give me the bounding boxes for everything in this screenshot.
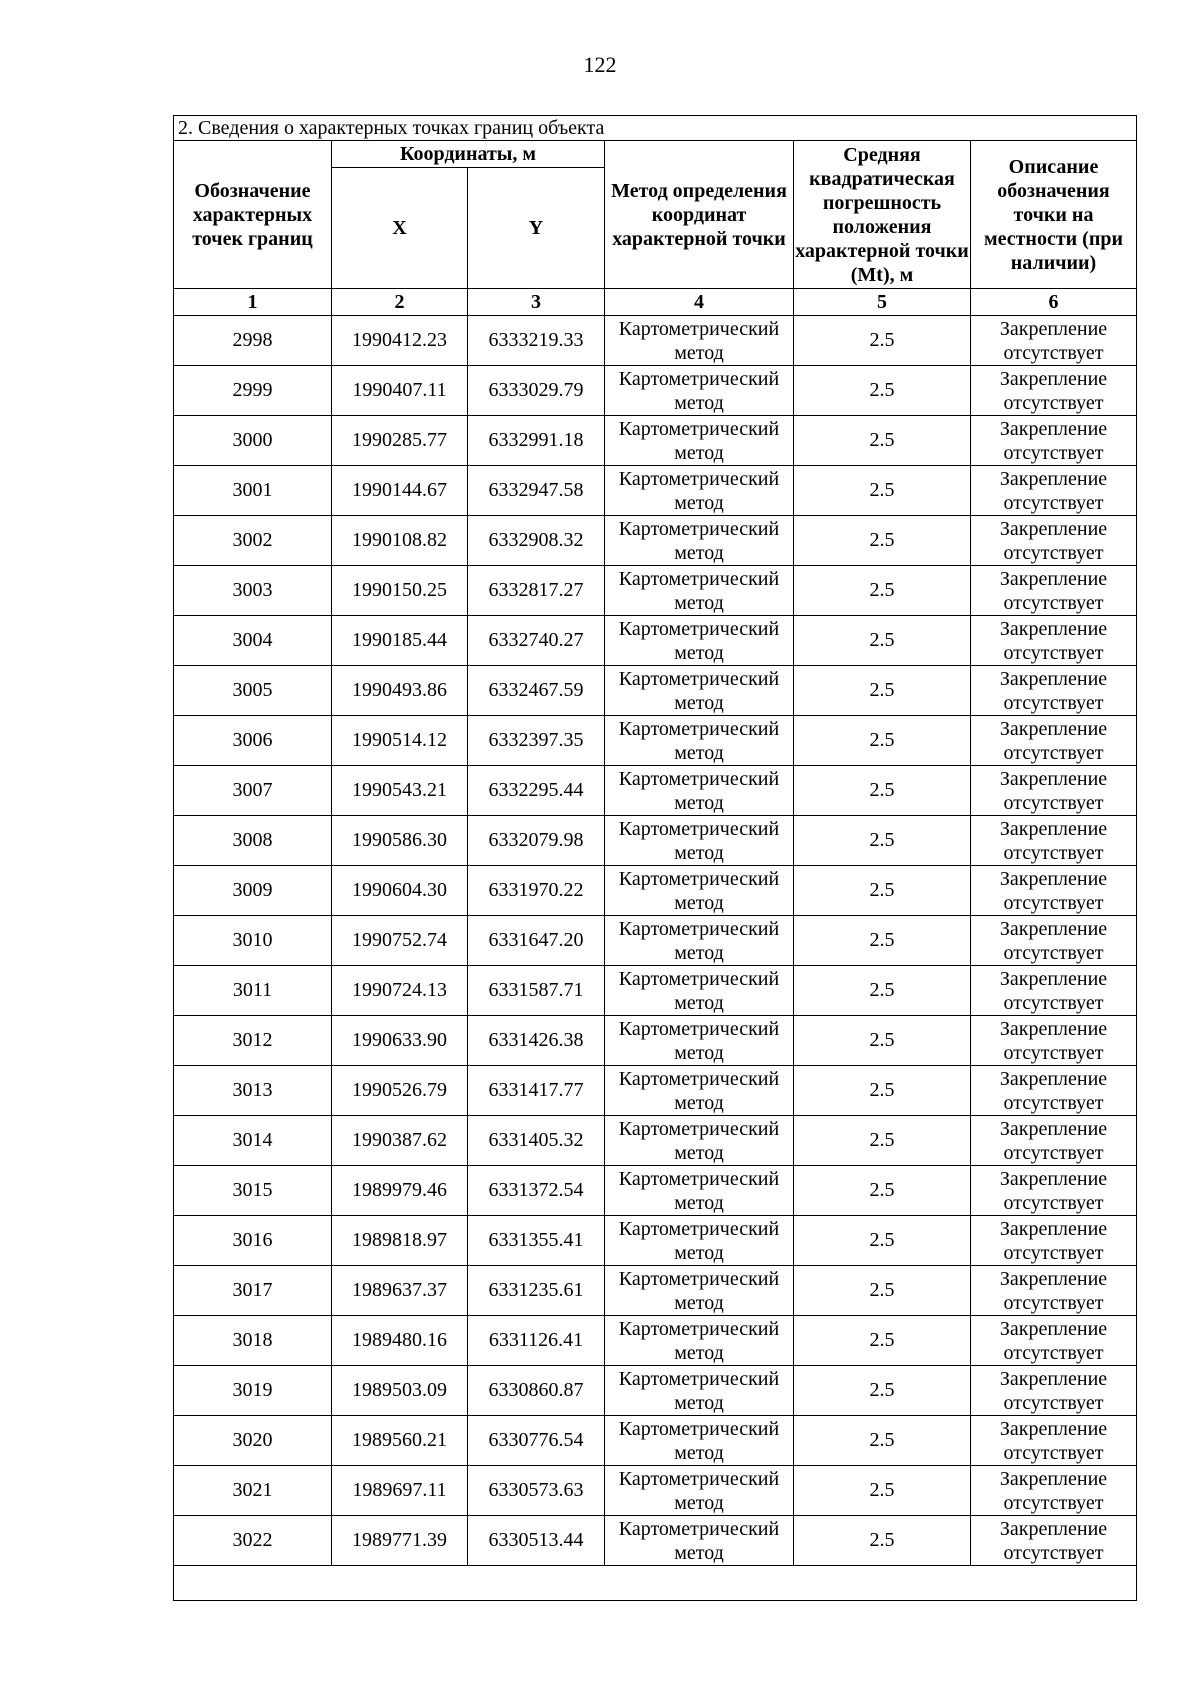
point-cell: 3005 [174, 666, 332, 716]
description-cell [971, 716, 1137, 766]
method-line: метод [674, 541, 724, 564]
y-cell: 6331417.77 [468, 1066, 605, 1116]
y-cell: 6331355.41 [468, 1216, 605, 1266]
description-line: отсутствует [1003, 341, 1104, 364]
description-cell [971, 866, 1137, 916]
table-row [174, 1366, 1137, 1416]
description-line: Закрепление [999, 1267, 1108, 1290]
method-cell [605, 1266, 794, 1316]
method-cell [605, 866, 794, 916]
description-line: Закрепление [999, 617, 1108, 640]
method-cell [605, 366, 794, 416]
description-cell [971, 816, 1137, 866]
error-cell: 2.5 [794, 866, 971, 916]
table-row [174, 1066, 1137, 1116]
method-cell [605, 1016, 794, 1066]
description-line: Закрепление [999, 667, 1108, 690]
method-cell [605, 1366, 794, 1416]
description-line: отсутствует [1003, 691, 1104, 714]
boundary-points-table [173, 115, 1137, 1601]
method-line: метод [674, 1191, 724, 1214]
header-coords: Координаты, м [332, 141, 605, 168]
method-cell [605, 1316, 794, 1366]
method-line: Картометрический [618, 617, 780, 640]
point-cell: 3011 [174, 966, 332, 1016]
x-cell: 1990185.44 [332, 616, 468, 666]
method-line: метод [674, 1541, 724, 1564]
y-cell: 6330513.44 [468, 1516, 605, 1566]
x-cell: 1990412.23 [332, 316, 468, 366]
x-cell: 1990108.82 [332, 516, 468, 566]
description-cell [971, 1266, 1137, 1316]
y-cell: 6332947.58 [468, 466, 605, 516]
description-line: Закрепление [999, 917, 1108, 940]
description-line: Закрепление [999, 1317, 1108, 1340]
method-line: метод [674, 1241, 724, 1264]
x-cell: 1989503.09 [332, 1366, 468, 1416]
point-cell: 3014 [174, 1116, 332, 1166]
point-cell: 3009 [174, 866, 332, 916]
description-cell [971, 316, 1137, 366]
table-row [174, 316, 1137, 366]
point-cell: 3015 [174, 1166, 332, 1216]
y-cell: 6330573.63 [468, 1466, 605, 1516]
error-cell: 2.5 [794, 1066, 971, 1116]
description-line: отсутствует [1003, 991, 1104, 1014]
point-cell: 3006 [174, 716, 332, 766]
description-line: отсутствует [1003, 1491, 1104, 1514]
description-cell [971, 1116, 1137, 1166]
error-cell: 2.5 [794, 616, 971, 666]
blank-cell [174, 1566, 1137, 1601]
method-line: метод [674, 1091, 724, 1114]
method-cell [605, 616, 794, 666]
method-line: метод [674, 491, 724, 514]
error-cell: 2.5 [794, 1516, 971, 1566]
error-cell: 2.5 [794, 416, 971, 466]
description-line: Закрепление [999, 717, 1108, 740]
method-cell [605, 766, 794, 816]
method-line: Картометрический [618, 567, 780, 590]
table-row [174, 1116, 1137, 1166]
page-number: 122 [583, 52, 617, 77]
method-line: Картометрический [618, 667, 780, 690]
header-method: Метод определения координат характерной точки [605, 141, 794, 289]
x-cell: 1989637.37 [332, 1266, 468, 1316]
description-line: отсутствует [1003, 541, 1104, 564]
method-line: метод [674, 641, 724, 664]
y-cell: 6331235.61 [468, 1266, 605, 1316]
y-cell: 6333219.33 [468, 316, 605, 366]
error-cell: 2.5 [794, 1166, 971, 1216]
description-line: Закрепление [999, 517, 1108, 540]
method-cell [605, 416, 794, 466]
y-cell: 6330860.87 [468, 1366, 605, 1416]
method-line: Картометрический [618, 1467, 780, 1490]
description-line: отсутствует [1003, 1141, 1104, 1164]
description-line: Закрепление [999, 1367, 1108, 1390]
description-line: отсутствует [1003, 641, 1104, 664]
method-cell [605, 1416, 794, 1466]
method-line: Картометрический [618, 817, 780, 840]
y-cell: 6332817.27 [468, 566, 605, 616]
description-cell [971, 966, 1137, 1016]
x-cell: 1990407.11 [332, 366, 468, 416]
description-cell [971, 466, 1137, 516]
error-cell: 2.5 [794, 516, 971, 566]
method-cell [605, 1516, 794, 1566]
y-cell: 6333029.79 [468, 366, 605, 416]
method-line: Картометрический [618, 1367, 780, 1390]
description-line: Закрепление [999, 1117, 1108, 1140]
y-cell: 6331970.22 [468, 866, 605, 916]
method-cell [605, 1216, 794, 1266]
method-cell [605, 466, 794, 516]
description-line: отсутствует [1003, 941, 1104, 964]
column-number: 2 [332, 289, 468, 316]
table-row [174, 866, 1137, 916]
y-cell: 6331426.38 [468, 1016, 605, 1066]
method-line: метод [674, 341, 724, 364]
y-cell: 6330776.54 [468, 1416, 605, 1466]
description-line: отсутствует [1003, 741, 1104, 764]
table-row [174, 1316, 1137, 1366]
point-cell: 3008 [174, 816, 332, 866]
method-line: Картометрический [618, 1067, 780, 1090]
header-point: Обозначение характерных точек границ [174, 141, 332, 289]
x-cell: 1990586.30 [332, 816, 468, 866]
y-cell: 6331587.71 [468, 966, 605, 1016]
table-row [174, 766, 1137, 816]
point-cell: 3000 [174, 416, 332, 466]
y-cell: 6332295.44 [468, 766, 605, 816]
method-line: Картометрический [618, 1117, 780, 1140]
header-error: Средняя квадратическая погрешность положения характерной точки (Mt), м [794, 141, 971, 289]
x-cell: 1990285.77 [332, 416, 468, 466]
description-cell [971, 616, 1137, 666]
description-line: Закрепление [999, 1417, 1108, 1440]
table-row [174, 1516, 1137, 1566]
method-line: Картометрический [618, 1017, 780, 1040]
method-line: Картометрический [618, 867, 780, 890]
method-cell [605, 1066, 794, 1116]
x-cell: 1989979.46 [332, 1166, 468, 1216]
point-cell: 3010 [174, 916, 332, 966]
method-line: Картометрический [618, 367, 780, 390]
table-row [174, 566, 1137, 616]
error-cell: 2.5 [794, 1116, 971, 1166]
column-number: 3 [468, 289, 605, 316]
y-cell: 6332991.18 [468, 416, 605, 466]
method-line: Картометрический [618, 917, 780, 940]
x-cell: 1990493.86 [332, 666, 468, 716]
point-cell: 2999 [174, 366, 332, 416]
method-line: метод [674, 991, 724, 1014]
table-row [174, 966, 1137, 1016]
point-cell: 3019 [174, 1366, 332, 1416]
column-number: 1 [174, 289, 332, 316]
point-cell: 3013 [174, 1066, 332, 1116]
error-cell: 2.5 [794, 366, 971, 416]
table-row [174, 1416, 1137, 1466]
description-line: отсутствует [1003, 1041, 1104, 1064]
description-line: отсутствует [1003, 591, 1104, 614]
error-cell: 2.5 [794, 766, 971, 816]
point-cell: 3001 [174, 466, 332, 516]
x-cell: 1990144.67 [332, 466, 468, 516]
description-line: отсутствует [1003, 1291, 1104, 1314]
method-line: метод [674, 941, 724, 964]
error-cell: 2.5 [794, 566, 971, 616]
description-line: Закрепление [999, 1517, 1108, 1540]
method-line: метод [674, 1391, 724, 1414]
y-cell: 6332740.27 [468, 616, 605, 666]
method-line: Картометрический [618, 967, 780, 990]
point-cell: 3017 [174, 1266, 332, 1316]
table-row [174, 466, 1137, 516]
description-cell [971, 1366, 1137, 1416]
description-cell [971, 1066, 1137, 1116]
table-row [174, 1216, 1137, 1266]
x-cell: 1990633.90 [332, 1016, 468, 1066]
table-row [174, 1266, 1137, 1316]
description-cell [971, 1316, 1137, 1366]
description-line: Закрепление [999, 417, 1108, 440]
x-cell: 1990724.13 [332, 966, 468, 1016]
method-line: метод [674, 791, 724, 814]
method-cell [605, 816, 794, 866]
x-cell: 1990387.62 [332, 1116, 468, 1166]
table-row [174, 416, 1137, 466]
description-cell [971, 1016, 1137, 1066]
y-cell: 6331126.41 [468, 1316, 605, 1366]
method-cell [605, 1166, 794, 1216]
point-cell: 3002 [174, 516, 332, 566]
x-cell: 1990752.74 [332, 916, 468, 966]
method-line: Картометрический [618, 1417, 780, 1440]
description-line: отсутствует [1003, 1441, 1104, 1464]
x-cell: 1990526.79 [332, 1066, 468, 1116]
description-line: отсутствует [1003, 391, 1104, 414]
description-cell [971, 1416, 1137, 1466]
description-line: Закрепление [999, 1067, 1108, 1090]
method-line: метод [674, 741, 724, 764]
description-line: Закрепление [999, 317, 1108, 340]
error-cell: 2.5 [794, 1466, 971, 1516]
y-cell: 6332908.32 [468, 516, 605, 566]
table-row [174, 816, 1137, 866]
description-cell [971, 766, 1137, 816]
table-row [174, 516, 1137, 566]
method-line: метод [674, 1141, 724, 1164]
description-line: Закрепление [999, 767, 1108, 790]
header-description: Описание обозначения точки на местности (при наличии) [971, 141, 1137, 289]
point-cell: 3018 [174, 1316, 332, 1366]
method-line: метод [674, 1041, 724, 1064]
method-cell [605, 316, 794, 366]
point-cell: 2998 [174, 316, 332, 366]
method-line: метод [674, 441, 724, 464]
x-cell: 1990514.12 [332, 716, 468, 766]
x-cell: 1990150.25 [332, 566, 468, 616]
description-line: отсутствует [1003, 1391, 1104, 1414]
description-line: отсутствует [1003, 491, 1104, 514]
description-line: отсутствует [1003, 1091, 1104, 1114]
method-cell [605, 1466, 794, 1516]
y-cell: 6332467.59 [468, 666, 605, 716]
method-line: метод [674, 891, 724, 914]
header-y: Y [468, 168, 605, 289]
table-row [174, 366, 1137, 416]
point-cell: 3007 [174, 766, 332, 816]
error-cell: 2.5 [794, 916, 971, 966]
point-cell: 3003 [174, 566, 332, 616]
x-cell: 1989697.11 [332, 1466, 468, 1516]
y-cell: 6332079.98 [468, 816, 605, 866]
description-line: Закрепление [999, 867, 1108, 890]
description-line: Закрепление [999, 1017, 1108, 1040]
method-cell [605, 516, 794, 566]
error-cell: 2.5 [794, 466, 971, 516]
description-line: Закрепление [999, 367, 1108, 390]
y-cell: 6332397.35 [468, 716, 605, 766]
point-cell: 3012 [174, 1016, 332, 1066]
method-line: Картометрический [618, 417, 780, 440]
method-cell [605, 666, 794, 716]
method-cell [605, 1116, 794, 1166]
point-cell: 3021 [174, 1466, 332, 1516]
method-line: Картометрический [618, 1167, 780, 1190]
description-cell [971, 366, 1137, 416]
description-cell [971, 666, 1137, 716]
description-line: отсутствует [1003, 1541, 1104, 1564]
x-cell: 1989560.21 [332, 1416, 468, 1466]
x-cell: 1990604.30 [332, 866, 468, 916]
method-cell [605, 916, 794, 966]
table-title: 2. Сведения о характерных точках границ объекта [174, 116, 1137, 141]
error-cell: 2.5 [794, 316, 971, 366]
y-cell: 6331372.54 [468, 1166, 605, 1216]
y-cell: 6331405.32 [468, 1116, 605, 1166]
description-cell [971, 1466, 1137, 1516]
point-cell: 3022 [174, 1516, 332, 1566]
x-cell: 1990543.21 [332, 766, 468, 816]
point-cell: 3020 [174, 1416, 332, 1466]
error-cell: 2.5 [794, 666, 971, 716]
method-line: Картометрический [618, 317, 780, 340]
method-line: Картометрический [618, 717, 780, 740]
method-line: метод [674, 591, 724, 614]
error-cell: 2.5 [794, 1416, 971, 1466]
table-row [174, 916, 1137, 966]
method-cell [605, 566, 794, 616]
header-x: X [332, 168, 468, 289]
description-line: Закрепление [999, 817, 1108, 840]
method-line: Картометрический [618, 1317, 780, 1340]
blank-row [174, 1566, 1137, 1601]
description-line: Закрепление [999, 567, 1108, 590]
description-line: отсутствует [1003, 1241, 1104, 1264]
description-cell [971, 416, 1137, 466]
description-cell [971, 566, 1137, 616]
description-line: Закрепление [999, 467, 1108, 490]
method-line: метод [674, 1341, 724, 1364]
method-line: Картометрический [618, 1217, 780, 1240]
method-line: Картометрический [618, 1267, 780, 1290]
method-cell [605, 966, 794, 1016]
description-line: отсутствует [1003, 441, 1104, 464]
description-line: Закрепление [999, 1217, 1108, 1240]
error-cell: 2.5 [794, 1366, 971, 1416]
method-line: Картометрический [618, 517, 780, 540]
error-cell: 2.5 [794, 716, 971, 766]
method-line: Картометрический [618, 1517, 780, 1540]
method-line: метод [674, 1441, 724, 1464]
point-cell: 3004 [174, 616, 332, 666]
column-number-row [174, 289, 1137, 316]
error-cell: 2.5 [794, 1266, 971, 1316]
x-cell: 1989480.16 [332, 1316, 468, 1366]
error-cell: 2.5 [794, 1216, 971, 1266]
column-number: 6 [971, 289, 1137, 316]
table-row [174, 1166, 1137, 1216]
table-row [174, 616, 1137, 666]
description-cell [971, 1516, 1137, 1566]
method-line: Картометрический [618, 767, 780, 790]
error-cell: 2.5 [794, 1016, 971, 1066]
description-line: отсутствует [1003, 791, 1104, 814]
y-cell: 6331647.20 [468, 916, 605, 966]
description-cell [971, 1166, 1137, 1216]
method-line: метод [674, 1291, 724, 1314]
method-line: метод [674, 691, 724, 714]
table-row [174, 1016, 1137, 1066]
x-cell: 1989771.39 [332, 1516, 468, 1566]
error-cell: 2.5 [794, 966, 971, 1016]
table-row [174, 716, 1137, 766]
error-cell: 2.5 [794, 1316, 971, 1366]
description-cell [971, 916, 1137, 966]
method-line: метод [674, 841, 724, 864]
description-line: отсутствует [1003, 1341, 1104, 1364]
table-row [174, 666, 1137, 716]
description-cell [971, 516, 1137, 566]
column-number: 5 [794, 289, 971, 316]
method-line: метод [674, 391, 724, 414]
x-cell: 1989818.97 [332, 1216, 468, 1266]
point-cell: 3016 [174, 1216, 332, 1266]
description-line: отсутствует [1003, 891, 1104, 914]
method-line: метод [674, 1491, 724, 1514]
description-line: отсутствует [1003, 841, 1104, 864]
table-row [174, 1466, 1137, 1516]
description-line: Закрепление [999, 1467, 1108, 1490]
description-line: отсутствует [1003, 1191, 1104, 1214]
column-number: 4 [605, 289, 794, 316]
description-line: Закрепление [999, 1167, 1108, 1190]
method-cell [605, 716, 794, 766]
description-cell [971, 1216, 1137, 1266]
error-cell: 2.5 [794, 816, 971, 866]
method-line: Картометрический [618, 467, 780, 490]
description-line: Закрепление [999, 967, 1108, 990]
